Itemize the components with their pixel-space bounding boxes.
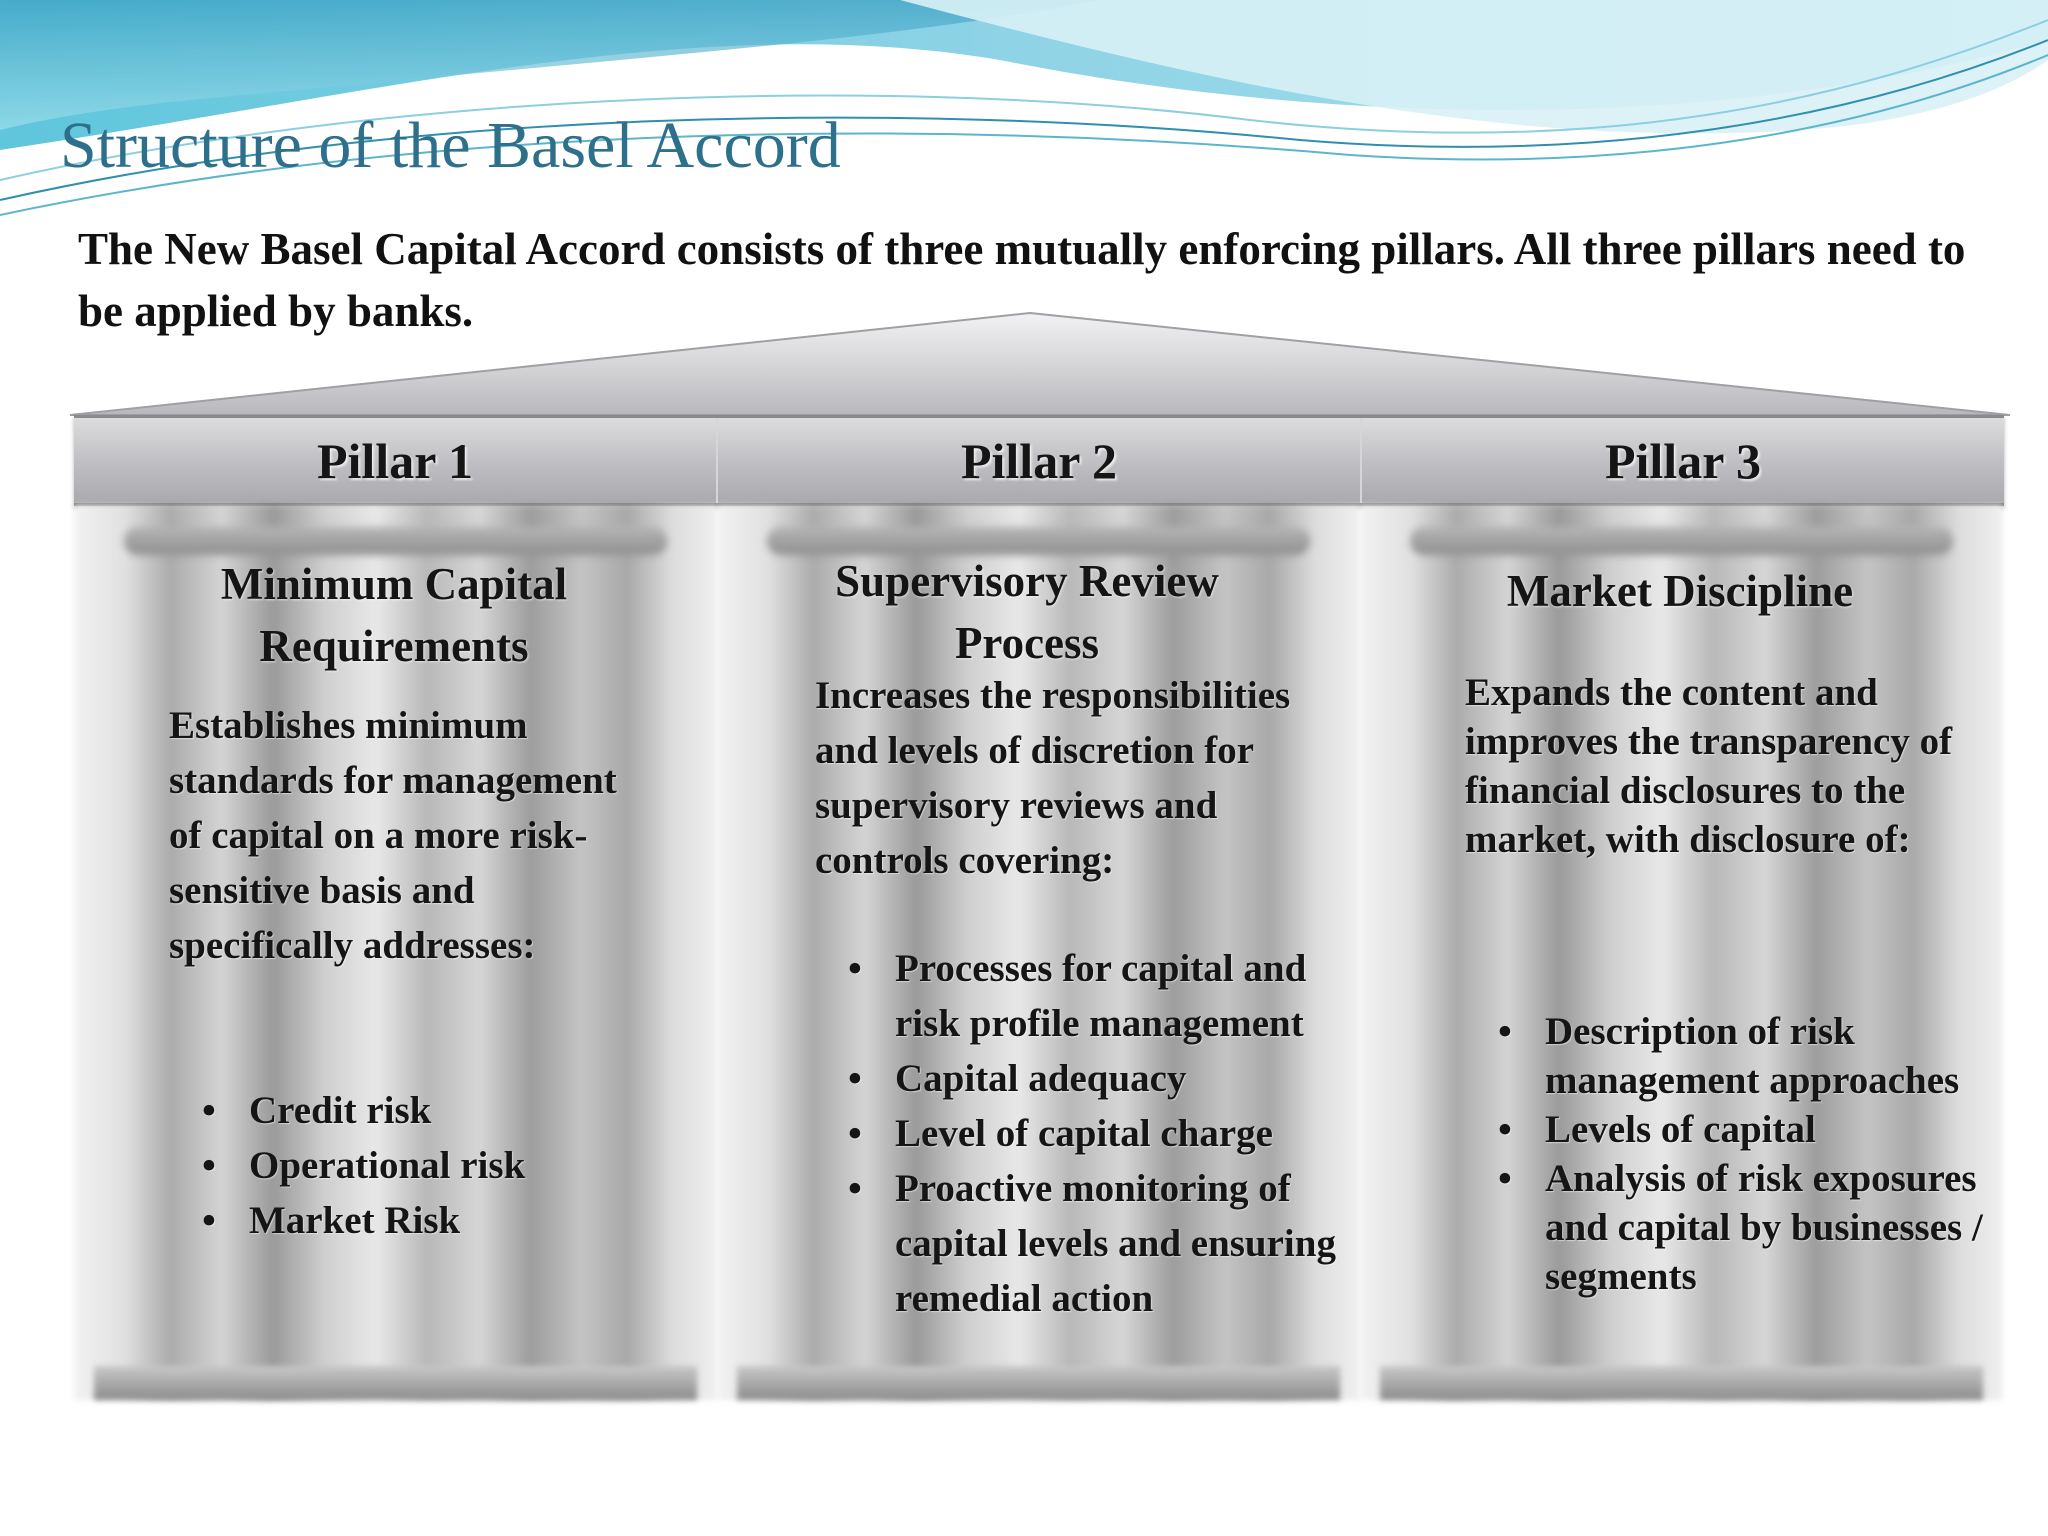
pillar-1-description: Establishes minimum standards for management of capital on a more risk-sensitive basis and specifically addresses: [169, 704, 617, 967]
pillar-2-description: Increases the responsibilities and levels of discretion for supervisory reviews and controls covering: [815, 674, 1291, 882]
list-item: • Capital adequacy [815, 1051, 1355, 1106]
column-base [1380, 1366, 1983, 1400]
pillar-header-row [74, 415, 2004, 506]
pillar-3-title: Market Discipline [1506, 566, 1854, 616]
intro-text: The New Basel Capital Accord consists of three mutually enforcing pillars. All three pillars need to be applied by banks. [78, 224, 1966, 336]
slide-title: Structure of the Basel Accord [60, 109, 841, 182]
pillar-2-header: Pillar 2 [718, 418, 1362, 503]
list-item: • Proactive monitoring of capital levels and ensuring remedial action [815, 1161, 1355, 1326]
column-capital [1410, 527, 1953, 555]
column-base [94, 1366, 697, 1400]
pillar-1-column [74, 505, 717, 1400]
column-capital [124, 527, 667, 555]
column-base [737, 1366, 1340, 1400]
list-item: • Credit risk [169, 1083, 689, 1138]
pillar-2-title: Supervisory Review Process [835, 556, 1219, 668]
pillar-3-column [1360, 505, 2003, 1400]
pillar-1-title: Minimum Capital Requirements [220, 559, 568, 671]
list-item: • Processes for capital and risk profile management [815, 941, 1355, 1051]
pillar-3-header: Pillar 3 [1604, 432, 1761, 489]
pillar-2-bullets [815, 941, 1355, 1326]
pillar-3-bullets [1465, 1007, 1985, 1301]
list-item: • Operational risk [169, 1138, 689, 1193]
pillar-1-header: Pillar 1 [74, 418, 718, 503]
pillar-3-description: Expands the content and improves the transparency of financial disclosures to the market, with disclosure of: [1465, 671, 1953, 861]
list-item: • Market Risk [169, 1193, 689, 1248]
list-item: • Levels of capital [1465, 1105, 1985, 1154]
list-item: • Description of risk management approaches [1465, 1007, 1985, 1105]
list-item: • Analysis of risk exposures and capital by businesses / segments [1465, 1154, 1985, 1301]
list-item: • Level of capital charge [815, 1106, 1355, 1161]
temple-roof [60, 305, 2020, 420]
pillar-2-column [717, 505, 1360, 1400]
pillar-1-bullets [169, 1083, 689, 1248]
